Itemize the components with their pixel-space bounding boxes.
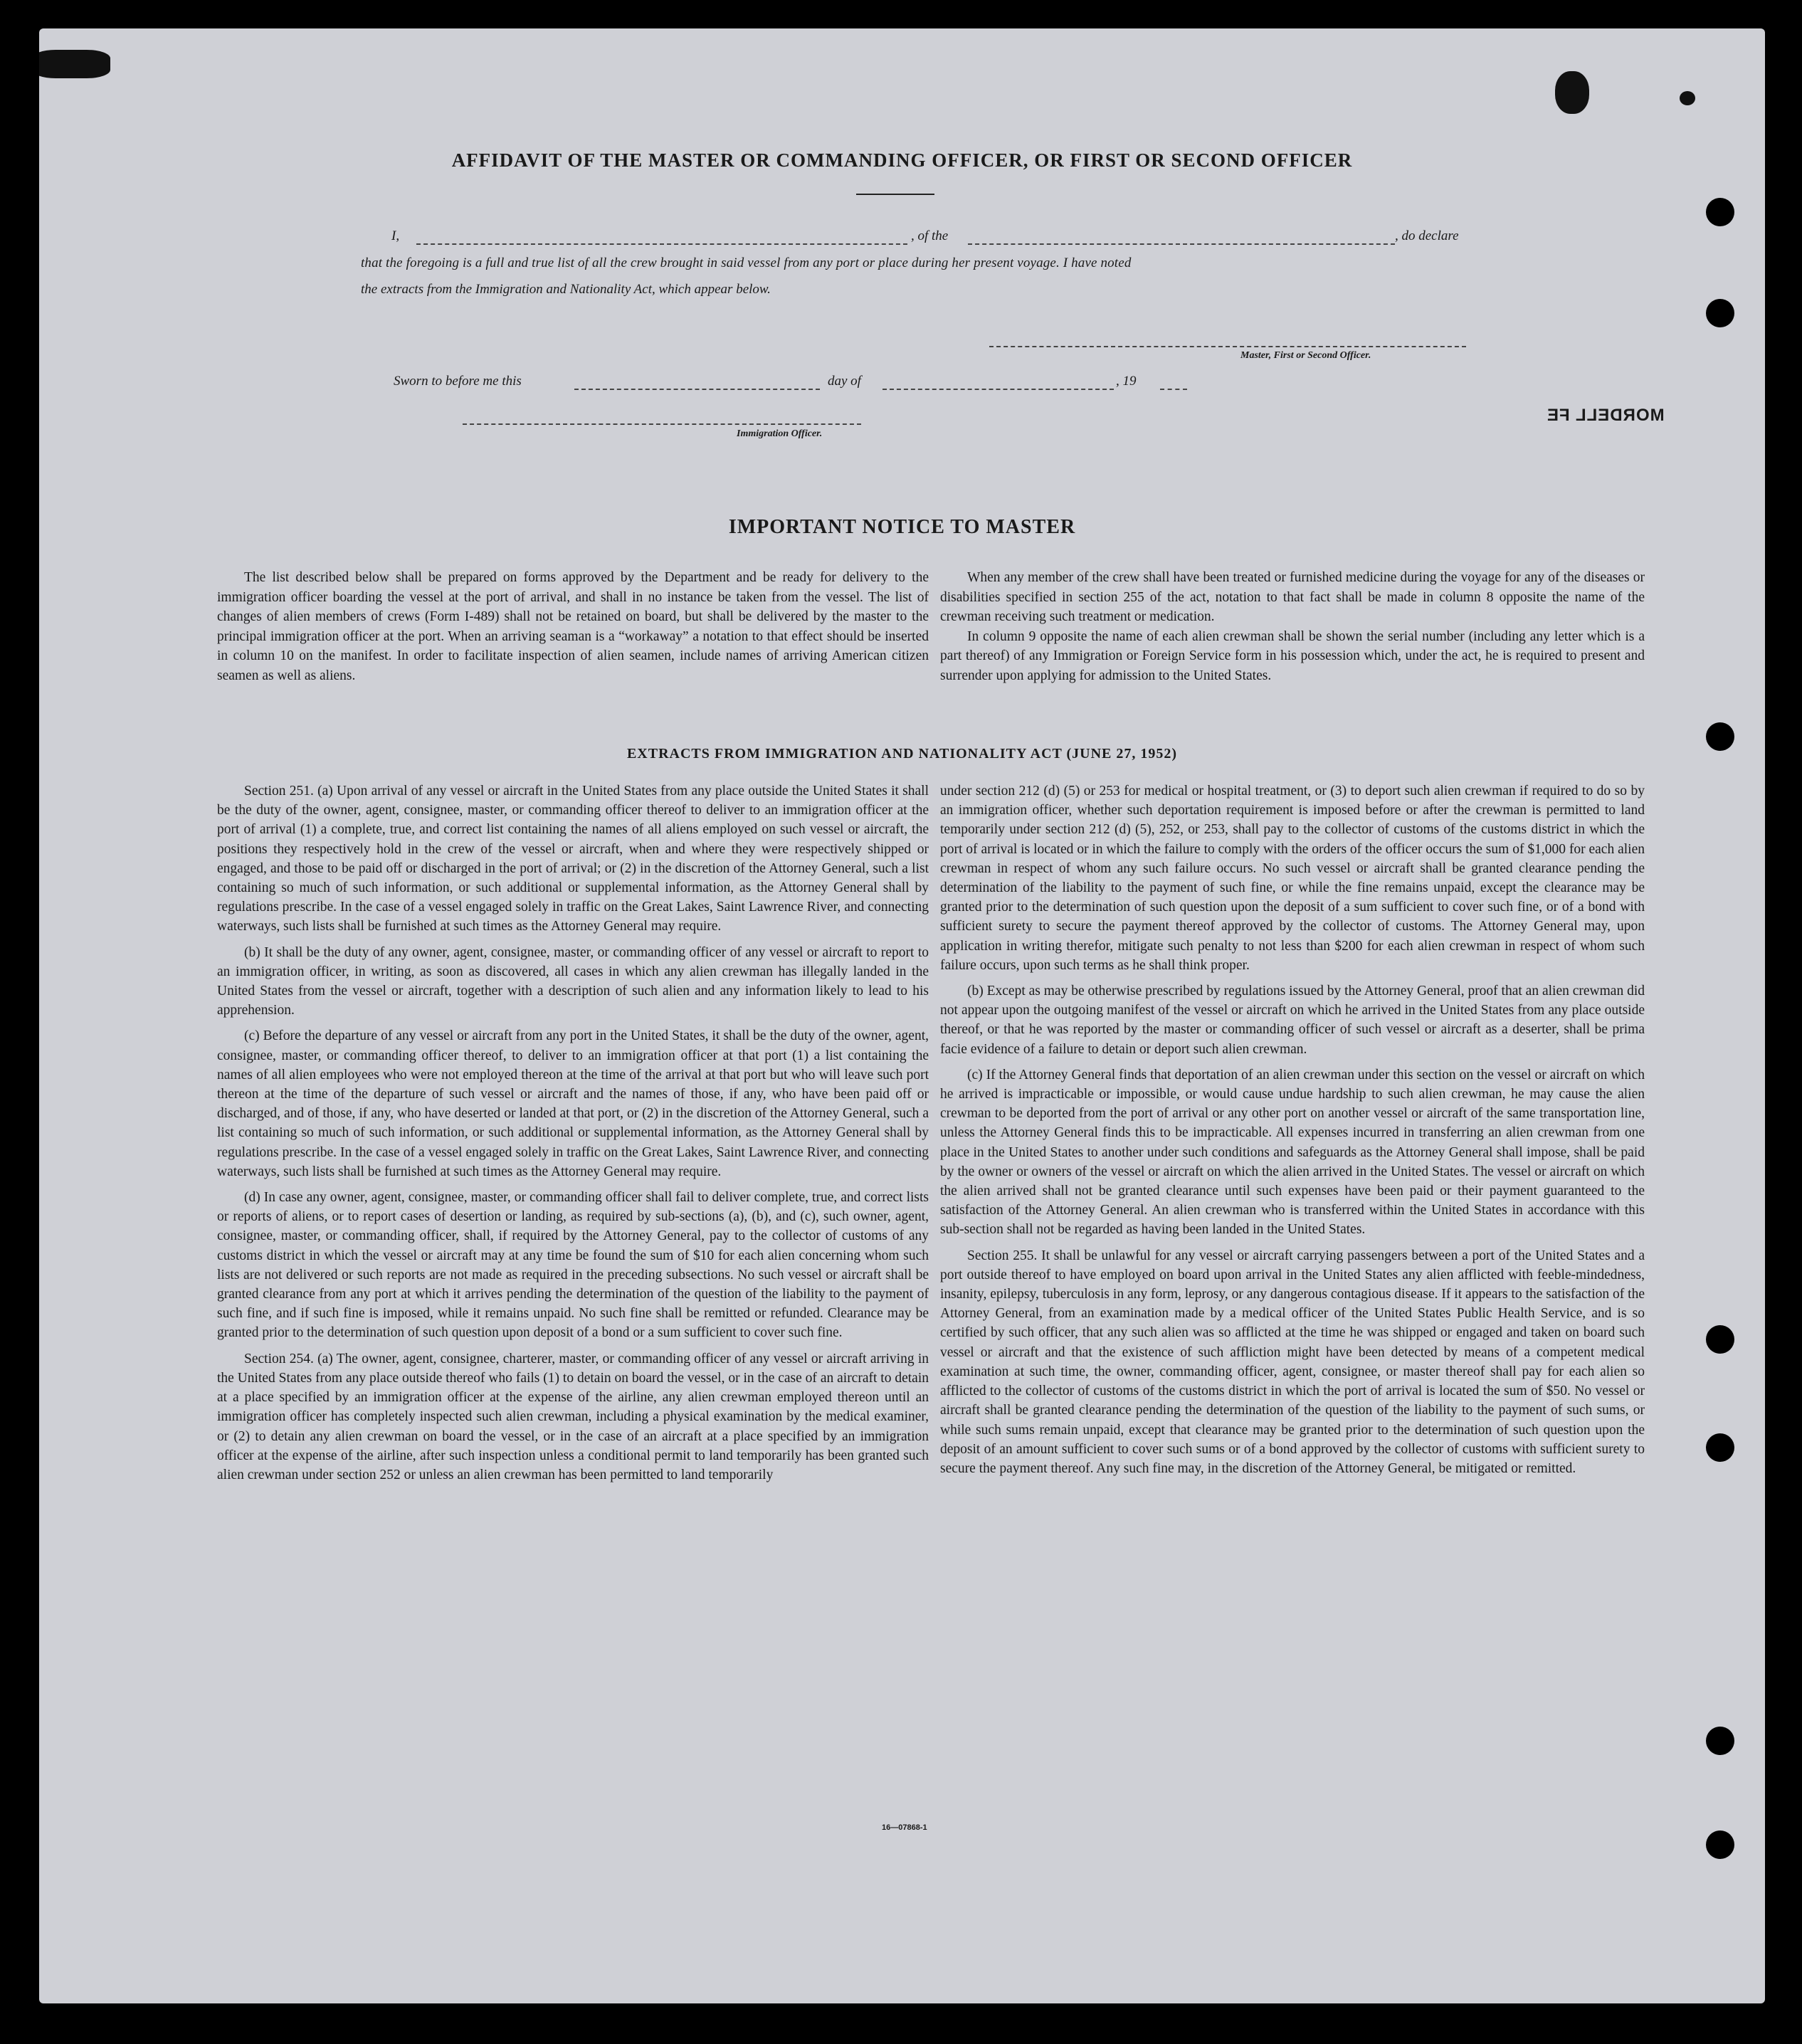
- section-254-b: (b) Except as may be otherwise prescribed by regulations issued by the Attorney General, proof that an alien crewman did not appear upon the outgoing manifest of the vessel or aircraft on which he arrived in the United States from any place outside thereof, or that he was reported by the master or commanding officer of such vessel or aircraft as a deserter, shall be prima facie evidence of a failure to detain or deport such alien crewman.: [940, 984, 1645, 1057]
- officer-caption: Immigration Officer.: [737, 428, 823, 439]
- ink-smudge: [39, 50, 110, 78]
- notice-right-text-2: In column 9 opposite the name of each alien crewman shall be shown the serial number (including any letter which is a part thereof) of any Immigration or Foreign Service form in his possession which, under the act, he is required to present and surrender upon applying for admission to the United States.: [940, 628, 1645, 683]
- section-251-d: (d) In case any owner, agent, consignee, master, or commanding officer shall fail to deliver complete, true, and correct lists or reports of aliens, or to report cases of desertion or landing, as required by sub-sections (a), (b), and (c), such owner, agent, consignee, master, or commanding officer, shall, if required by the Attorney General, pay to the collector of customs of any customs district in which the vessel or aircraft may at any time be found the sum of $10 for each alien concerning whom such lists are not delivered or such reports are not made as required in the preceding subsections. No such vessel or aircraft shall be granted clearance from any port at which it arrives pending the determination of the question of the liability to the payment of such fine, and if such fine is imposed, while it remains unpaid. No such fine shall be remitted or refunded. Clearance may be granted prior to the determination of such question upon deposit of a bond or a sum sufficient to cover such fine.: [217, 1190, 929, 1341]
- declaration-line-3: the extracts from the Immigration and Nationality Act, which appear below.: [361, 282, 771, 297]
- year-line: [1160, 389, 1187, 390]
- punch-hole: [1706, 299, 1734, 327]
- extracts-right-column: [940, 781, 1645, 1485]
- section-255: Section 255. It shall be unlawful for any vessel or aircraft carrying passengers between a port of the United States and a port outside thereof to have employed on board upon arrival in the United States any alien afflicted with feeble-mindedness, insanity, epilepsy, tuberculosis in any form, leprosy, or any dangerous contagious disease. If it appears to the satisfaction of the Attorney General, from an examination made by a medical officer of the United States Public Health Service, and is so certified by such officer, that any such alien was so afflicted at the time he was shipped or engaged and taken on board such vessel or aircraft and that the existence of such affliction might have been detected by means of a competent medical examination at such time, the owner, commanding officer, agent, consignee, or master thereof shall pay for each alien so afflicted to the collector of customs of the customs district in which the port of arrival is located the sum of $50. No vessel or aircraft shall be granted clearance pending the determination of the question of the liability to the payment of such sums, or while such sums remain unpaid, except that clearance may be granted prior to the determination of such question upon the deposit of an amount sufficient to cover such sums or of a bond approved by the collector of customs with sufficient surety to secure the payment thereof. Any such fine may, in the discretion of the Attorney General, be mitigated or remitted.: [940, 1248, 1645, 1476]
- section-251-b: (b) It shall be the duty of any owner, agent, consignee, master, or commanding officer of any vessel or aircraft to report to an immigration officer, in writing, as soon as discovered, all cases in which any alien crewman has illegally landed in the United States from the vessel or aircraft, together with a description of such alien and any information likely to lead to his apprehension.: [217, 944, 929, 1018]
- section-254-c: (c) If the Attorney General finds that deportation of an alien crewman under this section on the vessel or aircraft on which he arrived is impracticable or impossible, or would cause undue hardship to such alien crewman, he may cause the alien crewman to be deported from the port of arrival or any other port on another vessel or aircraft of the same transportation line, unless the Attorney General finds this to be impracticable. All expenses incurred in transferring an alien crewman from one place in the United States to another under such conditions and safeguards as the Attorney General shall impose, shall be paid by the owner or owners of the vessel or aircraft on which the alien arrived in the United States. The vessel or aircraft on which the alien arrived shall not be granted clearance until such expenses have been paid or their payment guaranteed to the satisfaction of the Attorney General. An alien crewman who is transferred within the United States in accordance with this sub-section shall not be regarded as having been landed in the United States.: [940, 1067, 1645, 1238]
- sworn-label: Sworn to before me this: [394, 374, 522, 389]
- name-line: [416, 243, 907, 245]
- title-rule: [856, 194, 934, 195]
- document-page: [39, 28, 1765, 2003]
- notice-left-text: The list described below shall be prepared on forms approved by the Department and be ready for delivery to the immigration officer boarding the vessel at the port of arrival, and shall in no instance be taken from the vessel. The list of changes of alien members of crews (Form I-489) shall not be retained on board, but shall be delivered by the master to the principal immigration officer at the port. When an arriving seaman is a “workaway” a notation to that effect should be inserted in column 10 on the manifest. In order to facilitate inspection of alien seamen, include names of arriving American citizen seamen as well as aliens.: [217, 570, 929, 683]
- form-code: 16—07868-1: [882, 1823, 927, 1832]
- signature-line: [989, 346, 1466, 347]
- section-254-a-continued: under section 212 (d) (5) or 253 for medical or hospital treatment, or (3) to deport such alien crewman if required to do so by an immigration officer, whether such deportation requirement is imposed before or after the crewman is permitted to land temporarily under section 212 (d) (5), 252, or 253, shall pay to the collector of customs of the customs district in which the port of arrival is located or in which the failure to comply with the orders of the officer occurs the sum of $1,000 for each alien crewman in respect of whom any such failure occurs. No such vessel or aircraft shall be granted clearance pending the determination of the liability to the payment of such fine, or while the fine remains unpaid, except the clearance may be granted prior to the determination of such question upon the deposit of a sum sufficient to cover such fine, or of a bond with sufficient surety to secure the payment thereof approved by the collector of customs. The Attorney General may, upon application in writing therefor, mitigate such penalty to not less than $200 for each alien crewman in respect of whom such failure occurs, upon such terms as he shall think proper.: [940, 784, 1645, 973]
- section-251-a: Section 251. (a) Upon arrival of any vessel or aircraft in the United States from any place outside the United States it shall be the duty of the owner, agent, consignee, master, or commanding officer thereof to deliver to an immigration officer at the port of arrival (1) a complete, true, and correct list containing the names of all aliens employed on such vessel or aircraft, the positions they respectively hold in the crew of the vessel or aircraft, when and where they were respectively shipped or engaged, and those to be paid off or discharged in the port of arrival; or (2) in the discretion of the Attorney General, such a list containing so much of such information, or such additional or supplemental information, as the Attorney General shall by regulations prescribe. In the case of a vessel engaged solely in traffic on the Great Lakes, Saint Lawrence River, and connecting waterways, such lists shall be furnished at such times as the Attorney General may require.: [217, 784, 929, 934]
- section-254-a: Section 254. (a) The owner, agent, consignee, charterer, master, or commanding officer of any vessel or aircraft arriving in the United States from any place outside thereof who fails (1) to detain on board the vessel, or in the case of an aircraft to detain at a place specified by an immigration officer at the expense of the airline, any alien crewman employed thereon until an immigration officer has completely inspected such alien crewman, including a physical examination by the medical examiner, or (2) to detain any alien crewman on board the vessel, or in the case of an aircraft at a place specified by an immigration officer at the expense of the airline, after such inspection unless a conditional permit to land temporarily has been granted such alien crewman under section 252 or unless an alien crewman has been permitted to land temporarily: [217, 1351, 929, 1482]
- declaration-line-2: that the foregoing is a full and true list of all the crew brought in said vessel from any port or place during her present voyage. I have noted: [361, 256, 1132, 270]
- i-label: I,: [391, 228, 400, 243]
- punch-hole: [1706, 1325, 1734, 1354]
- do-declare-label: , do declare: [1395, 228, 1459, 243]
- sworn-day-line: [574, 389, 820, 390]
- stamp-text: MORDELL FE: [1547, 406, 1665, 425]
- extracts-title: EXTRACTS FROM IMMIGRATION AND NATIONALITY ACT (JUNE 27, 1952): [626, 746, 1178, 762]
- punch-hole: [1706, 1727, 1734, 1755]
- punch-hole: [1706, 198, 1734, 226]
- punch-hole: [1706, 1433, 1734, 1462]
- ink-smudge: [1680, 91, 1695, 105]
- notice-left-column: [217, 568, 929, 692]
- day-of-label: day of: [828, 374, 861, 389]
- month-line: [882, 389, 1114, 390]
- notice-right-text-1: When any member of the crew shall have been treated or furnished medicine during the voyage for any of the diseases or disabilities specified in section 255 of the act, notation to that fact shall be made in column 8 opposite the name of the crewman receiving such treatment or medication.: [940, 570, 1645, 624]
- affidavit-title: AFFIDAVIT OF THE MASTER OR COMMANDING OFFICER, OR FIRST OR SECOND OFFICER: [451, 149, 1353, 171]
- notice-right-column: [940, 568, 1645, 692]
- notice-title: IMPORTANT NOTICE TO MASTER: [728, 516, 1076, 538]
- signature-caption: Master, First or Second Officer.: [1240, 350, 1371, 361]
- section-251-c: (c) Before the departure of any vessel or aircraft from any port in the United States, it shall be the duty of the owner, agent, consignee, master, or commanding officer thereof, to deliver to an immigration officer at that port (1) a list containing the names of all alien employees who were not employed thereon at the time of the arrival at that port but who will leave such port thereon at the time of the departure of such vessel or aircraft and the names of those, if any, who have been paid off or discharged, and of those, if any, who have deserted or landed at that port, or (2) in the discretion of the Attorney General, such a list containing so much of such information, or such additional or supplemental information, as the Attorney General shall by regulations prescribe. In the case of a vessel engaged solely in traffic on the Great Lakes, Saint Lawrence River, and connecting waterways, such lists shall be furnished at such times as the Attorney General may require.: [217, 1028, 929, 1179]
- officer-signature-line: [463, 423, 861, 425]
- extracts-left-column: [217, 781, 929, 1491]
- vessel-line: [968, 243, 1395, 245]
- year-label: , 19: [1116, 374, 1137, 389]
- punch-hole: [1706, 1830, 1734, 1859]
- ink-smudge: [1555, 71, 1589, 114]
- of-the-label: , of the: [911, 228, 949, 243]
